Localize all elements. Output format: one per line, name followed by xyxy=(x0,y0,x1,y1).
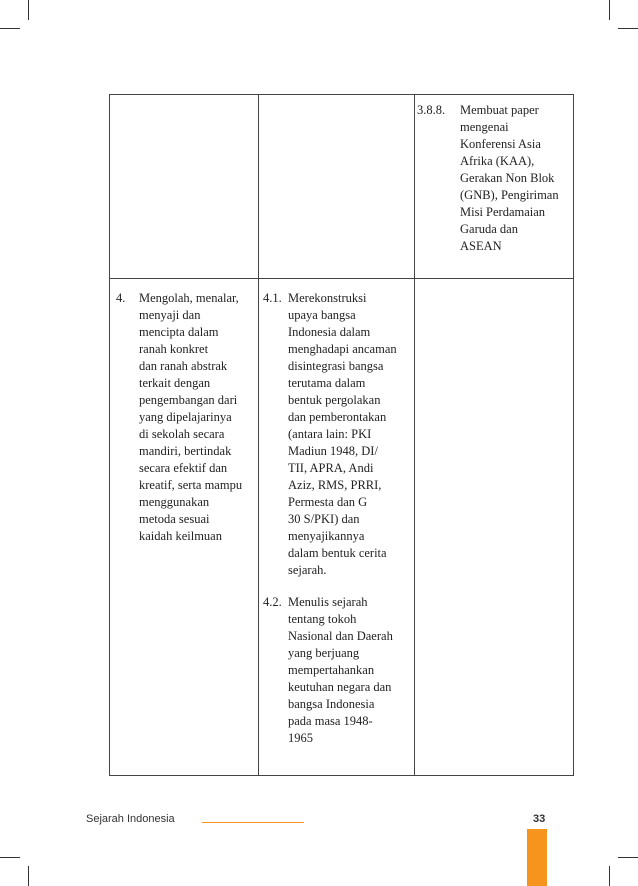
item-text-line: yang berjuang xyxy=(288,646,360,660)
item-text-line: Garuda dan xyxy=(460,222,518,236)
crop-mark xyxy=(609,866,610,886)
item-text-line: disintegrasi bangsa xyxy=(288,359,384,373)
item-text-line: upaya bangsa xyxy=(288,308,356,322)
item-text-line: ASEAN xyxy=(460,239,502,253)
crop-mark xyxy=(0,28,20,29)
column-divider xyxy=(258,95,259,775)
item-text-line: menyaji dan xyxy=(139,308,201,322)
item-text-line: mandiri, bertindak xyxy=(139,444,232,458)
item-text-line: menyajikannya xyxy=(288,529,365,543)
item-text-line: ranah konkret xyxy=(139,342,209,356)
item-text-line: metoda sesuai xyxy=(139,512,210,526)
row-divider xyxy=(110,278,573,279)
crop-mark xyxy=(28,866,29,886)
footer-book-title: Sejarah Indonesia xyxy=(86,813,175,825)
item-text-line: bentuk pergolakan xyxy=(288,393,381,407)
item-text-line: yang dipelajarinya xyxy=(139,410,232,424)
item-text-line: Misi Perdamaian xyxy=(460,205,546,219)
item-text-line: Membuat paper xyxy=(460,103,539,117)
item-text-line: Mengolah, menalar, xyxy=(139,291,239,305)
item-text-line: Aziz, RMS, PRRI, xyxy=(288,478,382,492)
item-text-line: Madiun 1948, DI/ xyxy=(288,444,378,458)
item-text-line: menghadapi ancaman xyxy=(288,342,397,356)
crop-mark xyxy=(609,0,610,20)
item-number: 4.1. xyxy=(263,291,282,305)
item-text-line: Menulis sejarah xyxy=(288,595,368,609)
item-text-line: pengembangan dari xyxy=(139,393,238,407)
item-text-line: mengenai xyxy=(460,120,509,134)
item-text-line: tentang tokoh xyxy=(288,612,357,626)
item-text-line: Indonesia dalam xyxy=(288,325,371,339)
item-text-line: Konferensi Asia xyxy=(460,137,541,151)
crop-mark xyxy=(0,857,20,858)
item-number: 4. xyxy=(116,291,126,305)
item-text-line: secara efektif dan xyxy=(139,461,228,475)
item-text-line: di sekolah secara xyxy=(139,427,225,441)
item-text-line: (antara lain: PKI xyxy=(288,427,372,441)
item-text-line: Afrika (KAA), xyxy=(460,154,535,168)
item-text-line: Merekonstruksi xyxy=(288,291,367,305)
item-text-line: TII, APRA, Andi xyxy=(288,461,374,475)
item-text-line: Permesta dan G xyxy=(288,495,368,509)
item-text-line: pada masa 1948- xyxy=(288,714,373,728)
item-text-line: Gerakan Non Blok xyxy=(460,171,555,185)
item-text-line: bangsa Indonesia xyxy=(288,697,375,711)
item-text-line: kreatif, serta mampu xyxy=(139,478,243,492)
crop-mark xyxy=(618,28,638,29)
item-text-line: terutama dalam xyxy=(288,376,366,390)
item-text-line: (GNB), Pengiriman xyxy=(460,188,559,202)
item-text-line: menggunakan xyxy=(139,495,210,509)
item-text-line: keutuhan negara dan xyxy=(288,680,392,694)
item-text-line: 30 S/PKI) dan xyxy=(288,512,360,526)
item-text-line: Nasional dan Daerah xyxy=(288,629,393,643)
page-tab-marker xyxy=(527,829,547,886)
column-divider xyxy=(414,95,415,775)
item-text-line: sejarah. xyxy=(288,563,327,577)
item-number: 3.8.8. xyxy=(417,103,446,117)
page-number: 33 xyxy=(533,813,546,825)
crop-mark xyxy=(28,0,29,20)
item-text-line: dan ranah abstrak xyxy=(139,359,228,373)
item-text-line: dalam bentuk cerita xyxy=(288,546,387,560)
item-text-line: mempertahankan xyxy=(288,663,375,677)
crop-mark xyxy=(618,857,638,858)
item-text-line: terkait dengan xyxy=(139,376,211,390)
item-text-line: kaidah keilmuan xyxy=(139,529,222,543)
item-text-line: dan pemberontakan xyxy=(288,410,387,424)
footer-rule xyxy=(202,822,304,823)
content-table xyxy=(109,94,574,776)
item-text-line: 1965 xyxy=(288,731,313,745)
item-number: 4.2. xyxy=(263,595,282,609)
item-text-line: mencipta dalam xyxy=(139,325,219,339)
